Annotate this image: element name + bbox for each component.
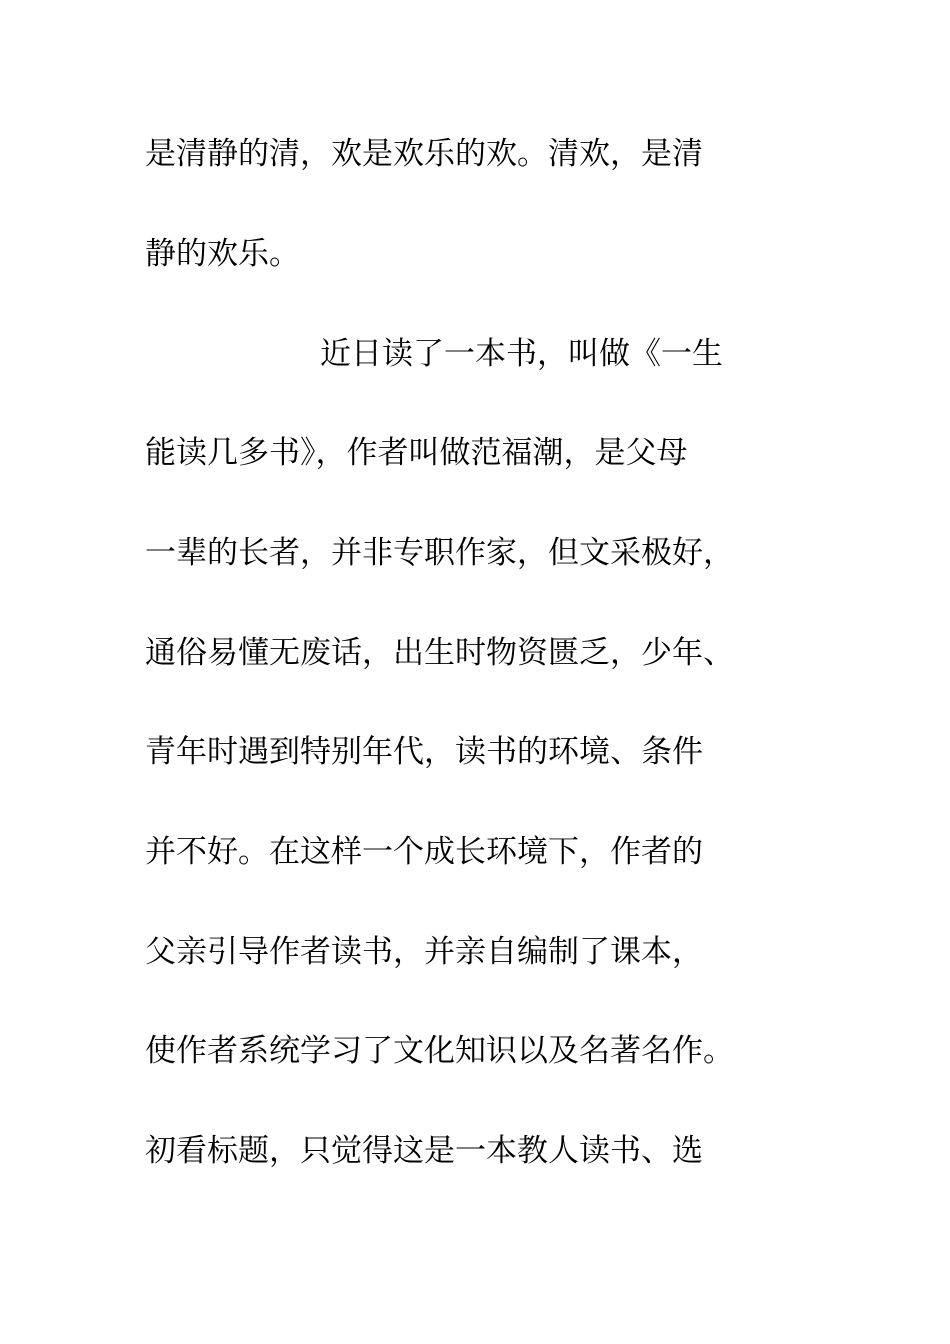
text-line-10: 使作者系统学习了文化知识以及名著名作。 — [145, 1033, 734, 1069]
text-line-6: 通俗易懂无废话，出生时物资匮乏，少年、 — [145, 635, 734, 671]
text-line-2: 静的欢乐。 — [145, 236, 300, 272]
paragraph-start-line: 近日读了一本书，叫做《一生 — [320, 336, 723, 372]
text-line-1: 是清静的清，欢是欢乐的欢。清欢，是清 — [145, 136, 703, 172]
text-line-8: 并不好。在这样一个成长环境下，作者的 — [145, 834, 703, 870]
text-line-5: 一辈的长者，并非专职作家，但文采极好， — [145, 535, 734, 571]
text-line-9: 父亲引导作者读书，并亲自编制了课本， — [145, 934, 703, 970]
text-line-11: 初看标题，只觉得这是一本教人读书、选 — [145, 1133, 703, 1169]
text-line-7: 青年时遇到特别年代，读书的环境、条件 — [145, 734, 703, 770]
text-line-4: 能读几多书》，作者叫做范福潮，是父母 — [145, 435, 688, 471]
